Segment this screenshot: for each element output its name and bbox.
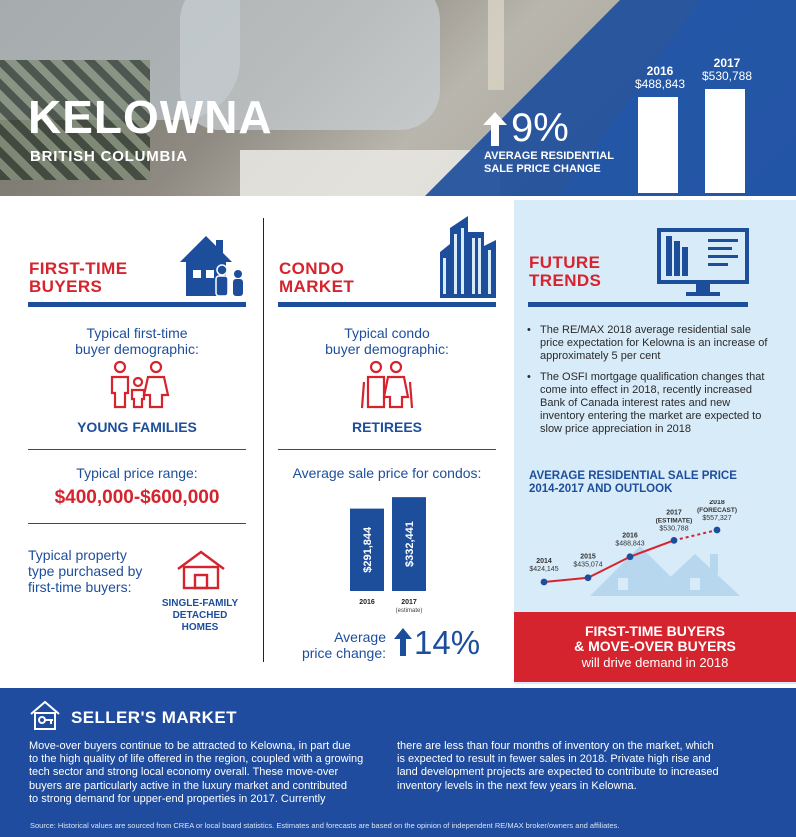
first-time-divider xyxy=(28,449,246,450)
first-time-rule xyxy=(28,302,246,307)
condo-bar-year: 2017 xyxy=(401,599,417,606)
retirees-icon xyxy=(358,360,416,410)
line-point-year: 2015 xyxy=(580,553,596,561)
line-point xyxy=(671,537,678,544)
condo-change-label-line: Average xyxy=(334,629,386,645)
source-footnote: Source: Historical values are sourced from CREA or local board statistics. Estimates and forecasts are based on the opinion of independent RE/MAX broker/owners and affiliates. xyxy=(30,821,620,830)
line-point-year: 2017 xyxy=(666,509,682,517)
future-bullet: • The RE/MAX 2018 average residential sale price expectation for Kelowna is an increase of approximately 5 per cent xyxy=(527,324,772,363)
up-arrow-icon xyxy=(394,628,412,656)
line-point-value: $435,074 xyxy=(573,561,603,569)
condo-title-line: CONDO xyxy=(279,259,345,278)
future-title-line: FUTURE xyxy=(529,253,601,272)
condo-price-chart xyxy=(340,488,440,614)
family-icon xyxy=(106,360,170,410)
sellers-market-line: buyers are particularly active in the luxury market and contributed xyxy=(29,779,347,792)
line-point-value: $557,327 xyxy=(702,515,732,522)
future-bullets xyxy=(527,324,772,444)
line-point-year: 2014 xyxy=(536,558,552,565)
line-point-year: 2016 xyxy=(622,532,638,540)
hero-bar-2017 xyxy=(705,89,745,193)
line-point-value: $488,843 xyxy=(615,540,645,548)
condo-change-value: 14% xyxy=(414,624,481,661)
first-time-demo-label-line: Typical first-time xyxy=(86,325,188,341)
sellers-market-section xyxy=(0,688,796,837)
first-time-demo-label-line: buyer demographic: xyxy=(75,341,199,357)
line-point-value: $424,145 xyxy=(529,566,559,573)
first-time-title xyxy=(29,260,127,296)
condo-bar-label: $291,844 xyxy=(362,526,374,573)
price-change-value: 9% xyxy=(511,106,569,150)
condo-demo-label-line: buyer demographic: xyxy=(325,341,449,357)
property-type-line: SINGLE-FAMILY xyxy=(161,598,239,609)
province-subtitle: BRITISH COLUMBIA xyxy=(30,148,188,165)
sellers-market-line: inventory levels in the next few years in Kelowna. xyxy=(397,779,637,792)
first-time-price-label: Typical price range: xyxy=(76,465,198,481)
line-point xyxy=(541,579,548,586)
hero-bar-value: $488,843 xyxy=(634,77,686,91)
price-change-label xyxy=(484,150,634,176)
line-point xyxy=(714,527,721,534)
sellers-market-title: SELLER'S MARKET xyxy=(71,708,237,727)
first-time-property-label-line: type purchased by xyxy=(28,563,143,579)
price-change-headline xyxy=(483,106,569,151)
property-type-line: DETACHED xyxy=(172,610,228,621)
sellers-market-line: to strong demand for upper-end properties in 2017. Currently xyxy=(29,792,326,805)
line-point-value: $530,788 xyxy=(659,525,689,533)
first-time-demo-label xyxy=(28,325,246,357)
sellers-market-col2 xyxy=(397,740,772,793)
condo-rule xyxy=(278,302,496,307)
condo-bar-note: (estimate) xyxy=(395,608,423,614)
callout-line-1: FIRST-TIME BUYERS xyxy=(584,623,725,639)
callout-line-3: will drive demand in 2018 xyxy=(581,655,729,670)
sellers-market-line: Move-over buyers continue to be attracted to Kelowna, in part due xyxy=(29,740,351,752)
future-title xyxy=(529,254,601,290)
first-time-property-label-line: first-time buyers: xyxy=(28,579,132,595)
sellers-market-line: tech sector and strong local economy overall. These move-over xyxy=(29,766,339,779)
house-key-icon xyxy=(28,698,62,732)
first-time-property-label xyxy=(28,547,158,595)
city-title: KELOWNA xyxy=(28,91,273,143)
hero-bar-2016 xyxy=(638,97,678,193)
hero-bar-value: $530,788 xyxy=(701,69,753,83)
sellers-market-line: is expected to result in fewer sales in 2018. Private high rise and xyxy=(397,753,711,766)
monitor-chart-icon xyxy=(656,227,751,299)
first-time-property-type xyxy=(150,598,250,634)
first-time-divider xyxy=(28,523,246,524)
condo-demographic: RETIREES xyxy=(351,419,422,435)
condo-demo-label-line: Typical condo xyxy=(344,325,430,341)
sellers-market-line: land development projects are expected to contribute to increased xyxy=(397,766,719,779)
line-point-note: (FORECAST) xyxy=(696,507,738,514)
line-point-note: (ESTIMATE) xyxy=(655,517,693,525)
demand-callout xyxy=(514,612,796,682)
condo-title-line: MARKET xyxy=(279,277,355,296)
house-family-icon xyxy=(176,230,248,300)
first-time-price-range: $400,000-$600,000 xyxy=(54,487,220,508)
hero-bar-year: 2016 xyxy=(646,64,674,78)
sellers-market-line: there are less than four months of inventory on the market, which xyxy=(397,740,714,752)
condo-divider xyxy=(278,449,496,450)
sellers-market-line: to the high quality of life offered in the region, coupled with a growing xyxy=(29,753,364,766)
hero-bar-year: 2017 xyxy=(713,56,741,70)
first-time-demographic: YOUNG FAMILIES xyxy=(77,419,197,435)
line-point xyxy=(585,574,592,581)
condo-avg-label: Average sale price for condos: xyxy=(292,465,482,481)
property-type-line: HOMES xyxy=(181,622,219,633)
price-change-label-line: AVERAGE RESIDENTIAL xyxy=(484,150,614,162)
condo-building-icon xyxy=(438,214,498,300)
house-icon xyxy=(175,549,227,591)
up-arrow-icon xyxy=(483,112,507,146)
condo-bar-label: $332,441 xyxy=(404,521,416,568)
first-time-title-line: FIRST-TIME xyxy=(29,259,128,278)
line-point xyxy=(627,553,634,560)
line-chart-title-line: AVERAGE RESIDENTIAL SALE PRICE xyxy=(529,470,737,482)
first-time-title-line: BUYERS xyxy=(29,277,103,296)
condo-change-label-line: price change: xyxy=(301,645,386,661)
column-divider xyxy=(263,218,264,662)
condo-change-label xyxy=(280,629,386,661)
price-change-label-line: SALE PRICE CHANGE xyxy=(484,163,601,175)
condo-demo-label xyxy=(278,325,496,357)
sellers-market-col1 xyxy=(29,740,389,806)
callout-line-2: & MOVE-OVER BUYERS xyxy=(574,638,736,654)
condo-title xyxy=(279,260,354,296)
avg-sale-price-line-chart xyxy=(514,500,796,610)
future-rule xyxy=(528,302,748,307)
future-title-line: TRENDS xyxy=(529,271,602,290)
future-bullet: • The OSFI mortgage qualification changes that come into effect in 2018, recently increased Bank of Canada interest rates and new inventory entering the market are expected to slow price appreciation in 2018 xyxy=(527,371,772,436)
condo-bar-year: 2016 xyxy=(359,599,375,606)
line-point-year: 2018 xyxy=(709,500,725,506)
line-chart-title-line: 2014-2017 AND OUTLOOK xyxy=(529,483,673,495)
line-chart-title xyxy=(529,470,789,496)
line-series-actual xyxy=(544,540,674,582)
first-time-property-label-line: Typical property xyxy=(28,547,127,563)
